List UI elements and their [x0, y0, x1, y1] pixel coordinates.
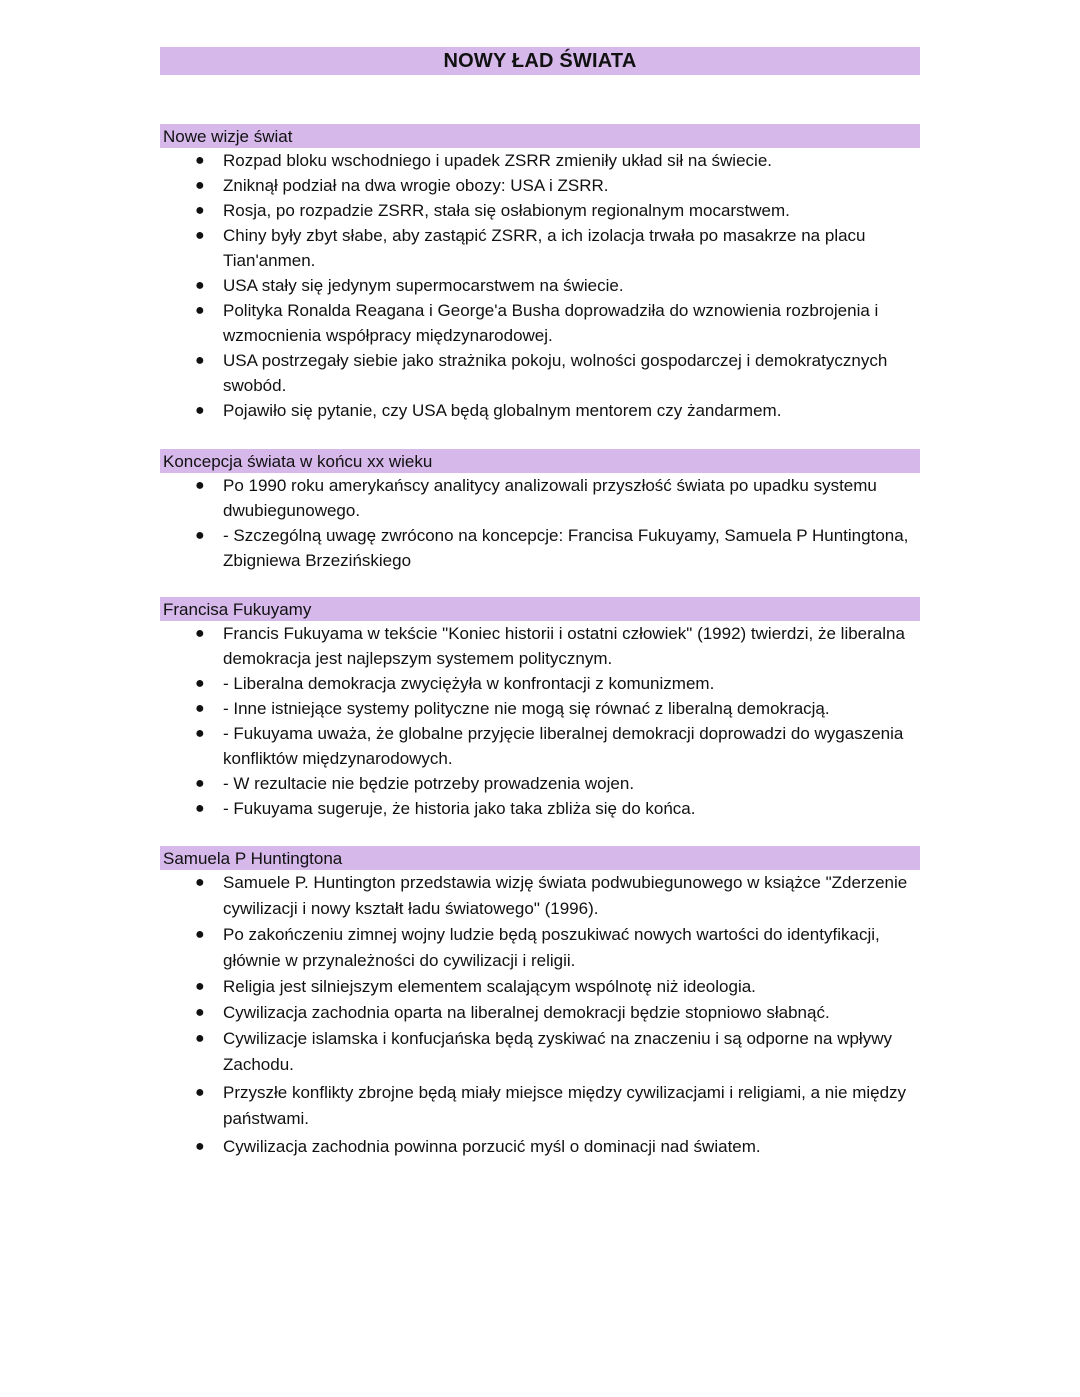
bullet-icon: ● [195, 1084, 205, 1101]
bullet-icon: ● [195, 202, 205, 219]
list-item: ● Francis Fukuyama w tekście "Koniec historii i ostatni człowiek" (1992) twierdzi, że liberalna demokracja jest najlepszym systemem politycznym. [160, 621, 930, 671]
bullet-icon: ● [195, 700, 205, 717]
list-item: ● Cywilizacja zachodnia powinna porzucić myśl o dominacji nad światem. [160, 1134, 930, 1160]
list-item: ● Przyszłe konflikty zbrojne będą miały miejsce między cywilizacjami i religiami, a nie między państwami. [160, 1080, 930, 1132]
section-heading: Samuela P Huntingtona [160, 846, 920, 870]
bullet-list [160, 473, 930, 573]
list-item: ● Chiny były zbyt słabe, aby zastąpić ZSRR, a ich izolacja trwała po masakrze na placu Tian'anmen. [160, 223, 930, 273]
bullet-icon: ● [195, 352, 205, 369]
list-item: ● Zniknął podział na dwa wrogie obozy: USA i ZSRR. [160, 173, 930, 198]
bullet-icon: ● [195, 277, 205, 294]
bullet-icon: ● [195, 302, 205, 319]
list-item: ● - Inne istniejące systemy polityczne nie mogą się równać z liberalną demokracją. [160, 696, 930, 721]
bullet-icon: ● [195, 1030, 205, 1047]
bullet-icon: ● [195, 800, 205, 817]
list-item: ● Cywilizacje islamska i konfucjańska będą zyskiwać na znaczeniu i są odporne na wpływy Zachodu. [160, 1026, 930, 1078]
list-item: ● Pojawiło się pytanie, czy USA będą globalnym mentorem czy żandarmem. [160, 398, 930, 423]
list-item: ● Polityka Ronalda Reagana i George'a Busha doprowadziła do wznowienia rozbrojenia i wzmocnienia współpracy międzynarodowej. [160, 298, 930, 348]
list-item: ● Rosja, po rozpadzie ZSRR, stała się osłabionym regionalnym mocarstwem. [160, 198, 930, 223]
bullet-icon: ● [195, 926, 205, 943]
section-fukuyama [160, 597, 930, 821]
bullet-icon: ● [195, 675, 205, 692]
bullet-icon: ● [195, 227, 205, 244]
bullet-icon: ● [195, 1004, 205, 1021]
bullet-icon: ● [195, 477, 205, 494]
section-koncepcja [160, 449, 930, 573]
page-title: NOWY ŁAD ŚWIATA [160, 47, 920, 75]
list-item: ● Rozpad bloku wschodniego i upadek ZSRR zmieniły układ sił na świecie. [160, 148, 930, 173]
bullet-list [160, 621, 930, 821]
list-item: ● Po 1990 roku amerykańscy analitycy analizowali przyszłość świata po upadku systemu dwubiegunowego. [160, 473, 930, 523]
section-huntington [160, 846, 930, 1160]
bullet-icon: ● [195, 402, 205, 419]
bullet-icon: ● [195, 1138, 205, 1155]
bullet-icon: ● [195, 978, 205, 995]
list-item: ● - Fukuyama uważa, że globalne przyjęcie liberalnej demokracji doprowadzi do wygaszenia konfliktów międzynarodowych. [160, 721, 930, 771]
section-heading: Koncepcja świata w końcu xx wieku [160, 449, 920, 473]
list-item: ● USA stały się jedynym supermocarstwem na świecie. [160, 273, 930, 298]
section-heading: Nowe wizje świat [160, 124, 920, 148]
bullet-icon: ● [195, 177, 205, 194]
section-nowe-wizje [160, 124, 930, 423]
bullet-list [160, 870, 930, 1160]
list-item: ● - Szczególną uwagę zwrócono na koncepcje: Francisa Fukuyamy, Samuela P Huntingtona, Zbigniewa Brzezińskiego [160, 523, 930, 573]
list-item: ● - Liberalna demokracja zwyciężyła w konfrontacji z komunizmem. [160, 671, 930, 696]
bullet-icon: ● [195, 874, 205, 891]
bullet-icon: ● [195, 725, 205, 742]
list-item: ● Religia jest silniejszym elementem scalającym wspólnotę niż ideologia. [160, 974, 930, 1000]
bullet-icon: ● [195, 775, 205, 792]
list-item: ● Cywilizacja zachodnia oparta na liberalnej demokracji będzie stopniowo słabnąć. [160, 1000, 930, 1026]
list-item: ● Samuele P. Huntington przedstawia wizję świata podwubiegunowego w książce "Zderzenie cywilizacji i nowy kształt ładu światowego" (1996). [160, 870, 930, 922]
list-item: ● Po zakończeniu zimnej wojny ludzie będą poszukiwać nowych wartości do identyfikacji, głównie w przynależności do cywilizacji i religii. [160, 922, 930, 974]
bullet-icon: ● [195, 625, 205, 642]
bullet-icon: ● [195, 152, 205, 169]
bullet-list [160, 148, 930, 423]
list-item: ● - Fukuyama sugeruje, że historia jako taka zbliża się do końca. [160, 796, 930, 821]
list-item: ● USA postrzegały siebie jako strażnika pokoju, wolności gospodarczej i demokratycznych swobód. [160, 348, 930, 398]
section-heading: Francisa Fukuyamy [160, 597, 920, 621]
list-item: ● - W rezultacie nie będzie potrzeby prowadzenia wojen. [160, 771, 930, 796]
bullet-icon: ● [195, 527, 205, 544]
